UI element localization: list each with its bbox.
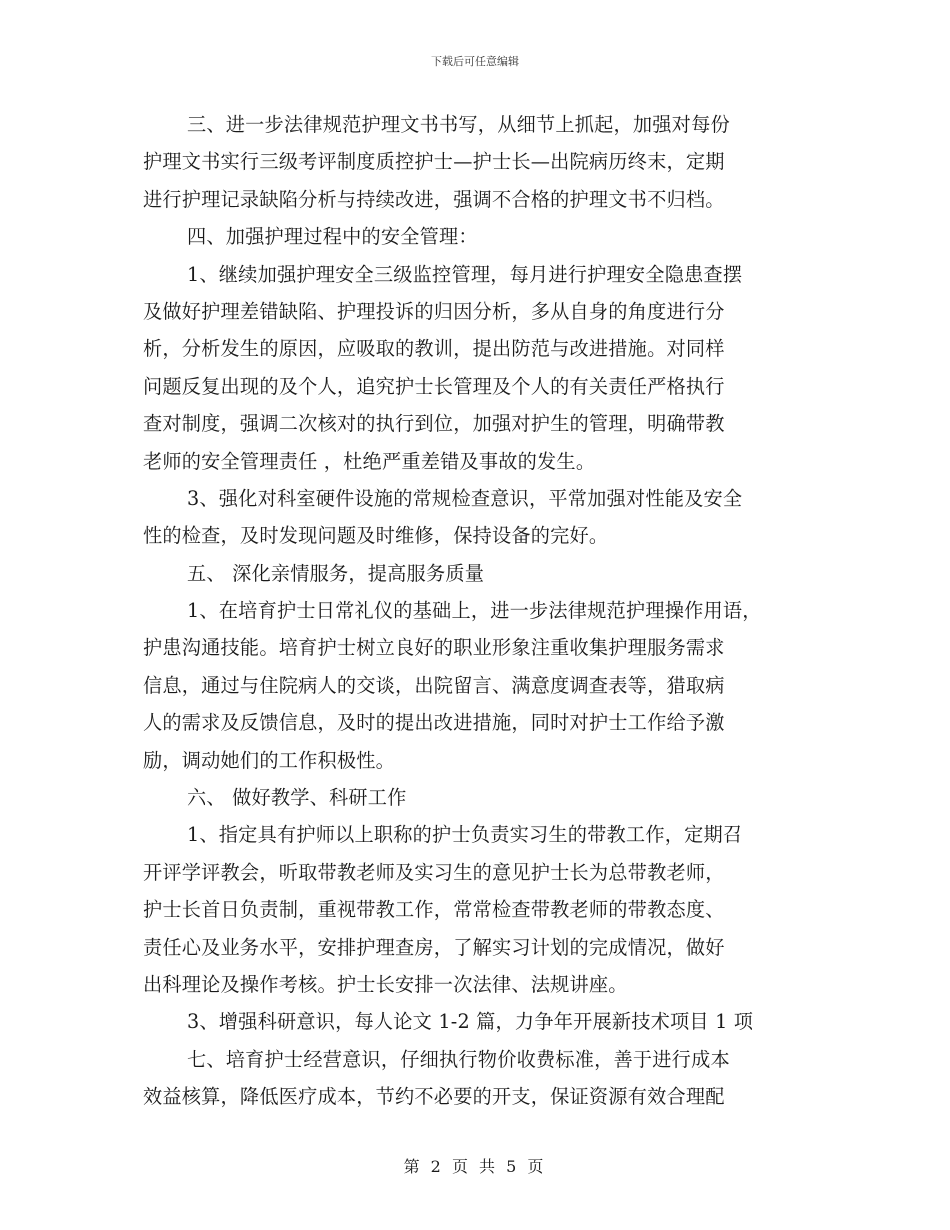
text-line-9: 查对制度，强调二次核对的执行到位，加强对护生的管理，明确带教: [143, 412, 725, 436]
text-line-18: 励，调动她们的工作积极性。: [143, 748, 396, 772]
text-line-21: 开评学评教会，听取带教老师及实习生的意见护士长为总带教老师，: [143, 860, 725, 884]
text-line-19: 六、 做好教学、科研工作: [187, 786, 407, 810]
text-line-4: 四、加强护理过程中的安全管理：: [187, 225, 478, 249]
text-line-5: 1、继续加强护理安全三级监控管理，每月进行护理安全隐患查摆: [187, 262, 743, 286]
text-line-20: 1、指定具有护师以上职称的护士负责实习生的带教工作，定期召: [187, 823, 743, 847]
text-line-1: 三、进一步法律规范护理文书书写，从细节上抓起，加强对每份: [187, 113, 730, 136]
text-line-25: 3、增强科研意识，每人论文 1-2 篇，力争年开展新技术项目 1 项: [187, 1010, 754, 1034]
text-line-26: 七、培育护士经营意识，仔细执行物价收费标准，善于进行成本: [187, 1047, 730, 1071]
text-line-3: 进行护理记录缺陷分析与持续改进，强调不合格的护理文书不归档。: [143, 187, 725, 211]
page-header: 下载后可任意编辑: [431, 55, 519, 68]
text-line-8: 问题反复出现的及个人，追究护士长管理及个人的有关责任严格执行: [143, 374, 725, 398]
document-body: [143, 106, 823, 1116]
text-line-7: 析，分析发生的原因，应吸取的教训，提出防范与改进措施。对同样: [143, 337, 725, 361]
text-line-6: 及做好护理差错缺陷、护理投诉的归因分析，多从自身的角度进行分: [143, 299, 725, 323]
page-number-footer: 第 2 页 共 5 页: [403, 1157, 547, 1176]
text-line-15: 护患沟通技能。培育护士树立良好的职业形象注重收集护理服务需求: [143, 636, 725, 660]
text-line-23: 责任心及业务水平，安排护理查房，了解实习计划的完成情况，做好: [143, 935, 725, 959]
text-line-13: 五、 深化亲情服务，提高服务质量: [187, 561, 485, 585]
text-line-22: 护士长首日负责制，重视带教工作，常常检查带教老师的带教态度、: [143, 898, 725, 922]
text-line-2: 护理文书实行三级考评制度质控护士—护士长—出院病历终末，定期: [143, 150, 725, 174]
text-line-16: 信息，通过与住院病人的交谈，出院留言、满意度调查表等，猎取病: [143, 673, 725, 697]
text-line-11: 3、强化对科室硬件设施的常规检查意识，平常加强对性能及安全: [187, 486, 743, 510]
text-line-27: 效益核算，降低医疗成本，节约不必要的开支，保证资源有效合理配: [143, 1085, 725, 1109]
text-line-17: 人的需求及反馈信息，及时的提出改进措施，同时对护士工作给予激: [143, 711, 725, 735]
text-line-12: 性的检查，及时发现问题及时维修，保持设备的完好。: [143, 524, 609, 548]
text-line-24: 出科理论及操作考核。护士长安排一次法律、法规讲座。: [143, 972, 628, 996]
text-line-14: 1、在培育护士日常礼仪的基础上，进一步法律规范护理操作用语，: [187, 599, 762, 623]
text-line-10: 老师的安全管理责任 ，杜绝严重差错及事故的发生。: [143, 449, 596, 473]
